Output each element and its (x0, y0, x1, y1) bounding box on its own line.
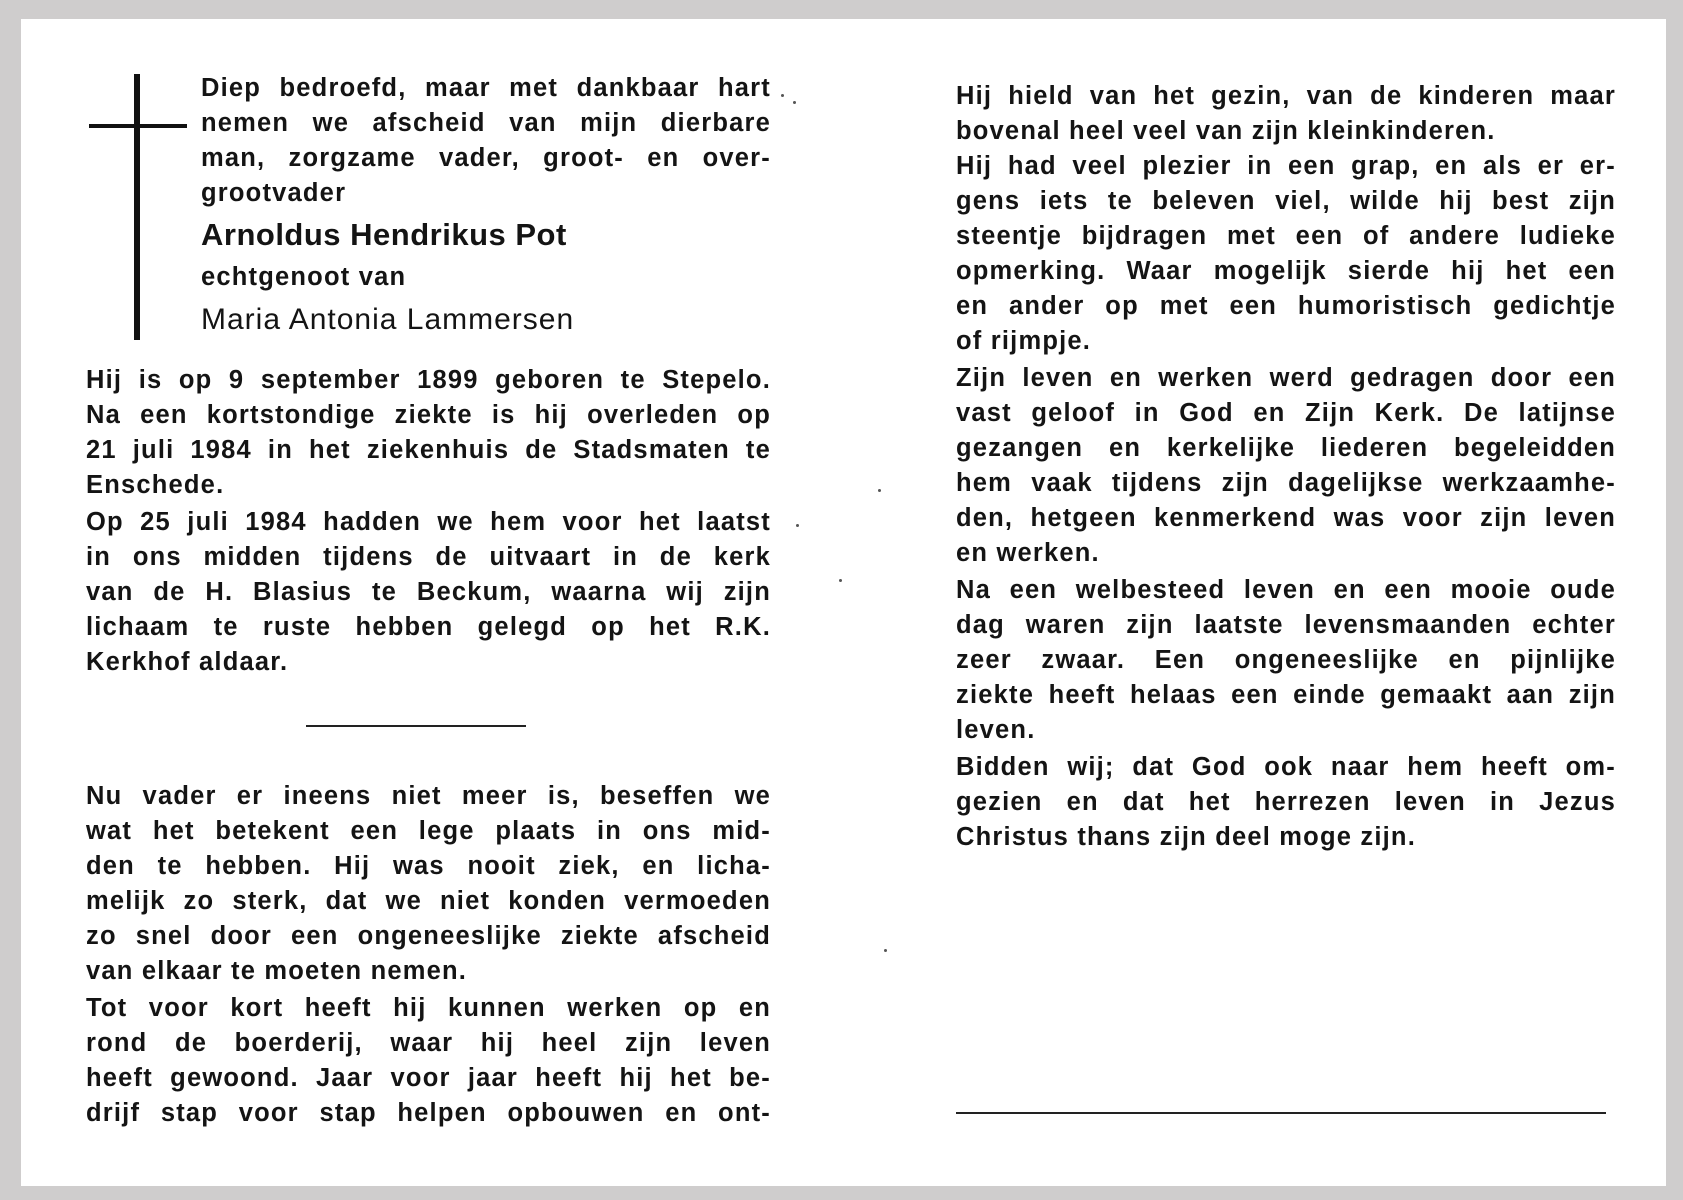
paragraph-line: gezangen en kerkelijke liederen begeleidden (956, 434, 1616, 462)
paragraph-line: leven. (956, 716, 1036, 744)
paragraph-line: Hij is op 9 september 1899 geboren te Stepelo. (86, 366, 771, 394)
spouse-label: echtgenoot van (201, 263, 407, 291)
print-speck (781, 94, 784, 97)
paragraph-line: Hij had veel plezier in een grap, en als er er- (956, 152, 1616, 180)
paragraph-line: Zijn leven en werken werd gedragen door een (956, 364, 1616, 392)
paragraph-line: dag waren zijn laatste levensmaanden echter (956, 611, 1616, 639)
print-speck (839, 579, 842, 582)
paragraph-line: drijf stap voor stap helpen opbouwen en ont- (86, 1099, 771, 1127)
print-speck (796, 524, 799, 527)
paragraph-line: steentje bijdragen met een of andere ludieke (956, 222, 1616, 250)
paragraph-line: Hij hield van het gezin, van de kinderen maar (956, 82, 1616, 110)
right-page (856, 19, 1666, 1186)
paragraph-line: wat het betekent een lege plaats in ons mid- (86, 817, 771, 845)
paragraph-line: den te hebben. Hij was nooit ziek, en licha- (86, 852, 771, 880)
paragraph-line: gens iets te beleven viel, wilde hij best zijn (956, 187, 1616, 215)
cross-horizontal-bar (89, 124, 187, 128)
paragraph-line: Na een welbesteed leven en een mooie oude (956, 576, 1616, 604)
paragraph-line: heeft gewoond. Jaar voor jaar heeft hij het be- (86, 1064, 771, 1092)
paragraph-line: 21 juli 1984 in het ziekenhuis de Stadsmaten te (86, 436, 771, 464)
paragraph-line: Tot voor kort heeft hij kunnen werken op en (86, 994, 771, 1022)
intro-line: nemen we afscheid van mijn dierbare (201, 109, 771, 137)
paragraph-line: hem vaak tijdens zijn dagelijkse werkzaamhe- (956, 469, 1616, 497)
paragraph-line: Nu vader er ineens niet meer is, beseffen we (86, 782, 771, 810)
paragraph-line: zeer zwaar. Een ongeneeslijke en pijnlijke (956, 646, 1616, 674)
paragraph-line: den, hetgeen kenmerkend was voor zijn leven (956, 504, 1616, 532)
left-page (21, 19, 841, 1186)
intro-line: Diep bedroefd, maar met dankbaar hart (201, 74, 771, 102)
print-speck (793, 101, 796, 104)
cross-vertical-bar (134, 74, 140, 340)
paragraph-line: Christus thans zijn deel moge zijn. (956, 823, 1416, 851)
paragraph-line: gezien en dat het herrezen leven in Jezus (956, 788, 1616, 816)
intro-line: grootvader (201, 179, 347, 207)
paragraph-line: en werken. (956, 539, 1100, 567)
paragraph-line: of rijmpje. (956, 327, 1092, 355)
paragraph-line: in ons midden tijdens de uitvaart in de kerk (86, 543, 771, 571)
memorial-card (21, 19, 1666, 1186)
intro-line: man, zorgzame vader, groot- en over- (201, 144, 771, 172)
paragraph-line: Op 25 juli 1984 hadden we hem voor het laatst (86, 508, 771, 536)
paragraph-line: vast geloof in God en Zijn Kerk. De latijnse (956, 399, 1616, 427)
paragraph-line: opmerking. Waar mogelijk sierde hij het een (956, 257, 1616, 285)
paragraph-line: Bidden wij; dat God ook naar hem heeft om- (956, 753, 1616, 781)
paragraph-line: lichaam te ruste hebben gelegd op het R.K. (86, 613, 771, 641)
spouse-name: Maria Antonia Lammersen (201, 303, 575, 336)
deceased-name: Arnoldus Hendrikus Pot (201, 217, 567, 252)
paragraph-line: van elkaar te moeten nemen. (86, 957, 468, 985)
paragraph-line: Na een kortstondige ziekte is hij overleden op (86, 401, 771, 429)
divider (306, 725, 526, 727)
paragraph-line: zo snel door een ongeneeslijke ziekte afscheid (86, 922, 771, 950)
paragraph-line: Enschede. (86, 471, 225, 499)
print-speck (878, 489, 881, 492)
bottom-rule (956, 1112, 1606, 1114)
paragraph-line: ziekte heeft helaas een einde gemaakt aan zijn (956, 681, 1616, 709)
paragraph-line: bovenal heel veel van zijn kleinkinderen. (956, 117, 1496, 145)
paragraph-line: Kerkhof aldaar. (86, 648, 289, 676)
paragraph-line: melijk zo sterk, dat we niet konden vermoeden (86, 887, 771, 915)
paragraph-line: en ander op met een humoristisch gedichtje (956, 292, 1616, 320)
print-speck (884, 949, 887, 952)
paragraph-line: rond de boerderij, waar hij heel zijn leven (86, 1029, 771, 1057)
paragraph-line: van de H. Blasius te Beckum, waarna wij zijn (86, 578, 771, 606)
